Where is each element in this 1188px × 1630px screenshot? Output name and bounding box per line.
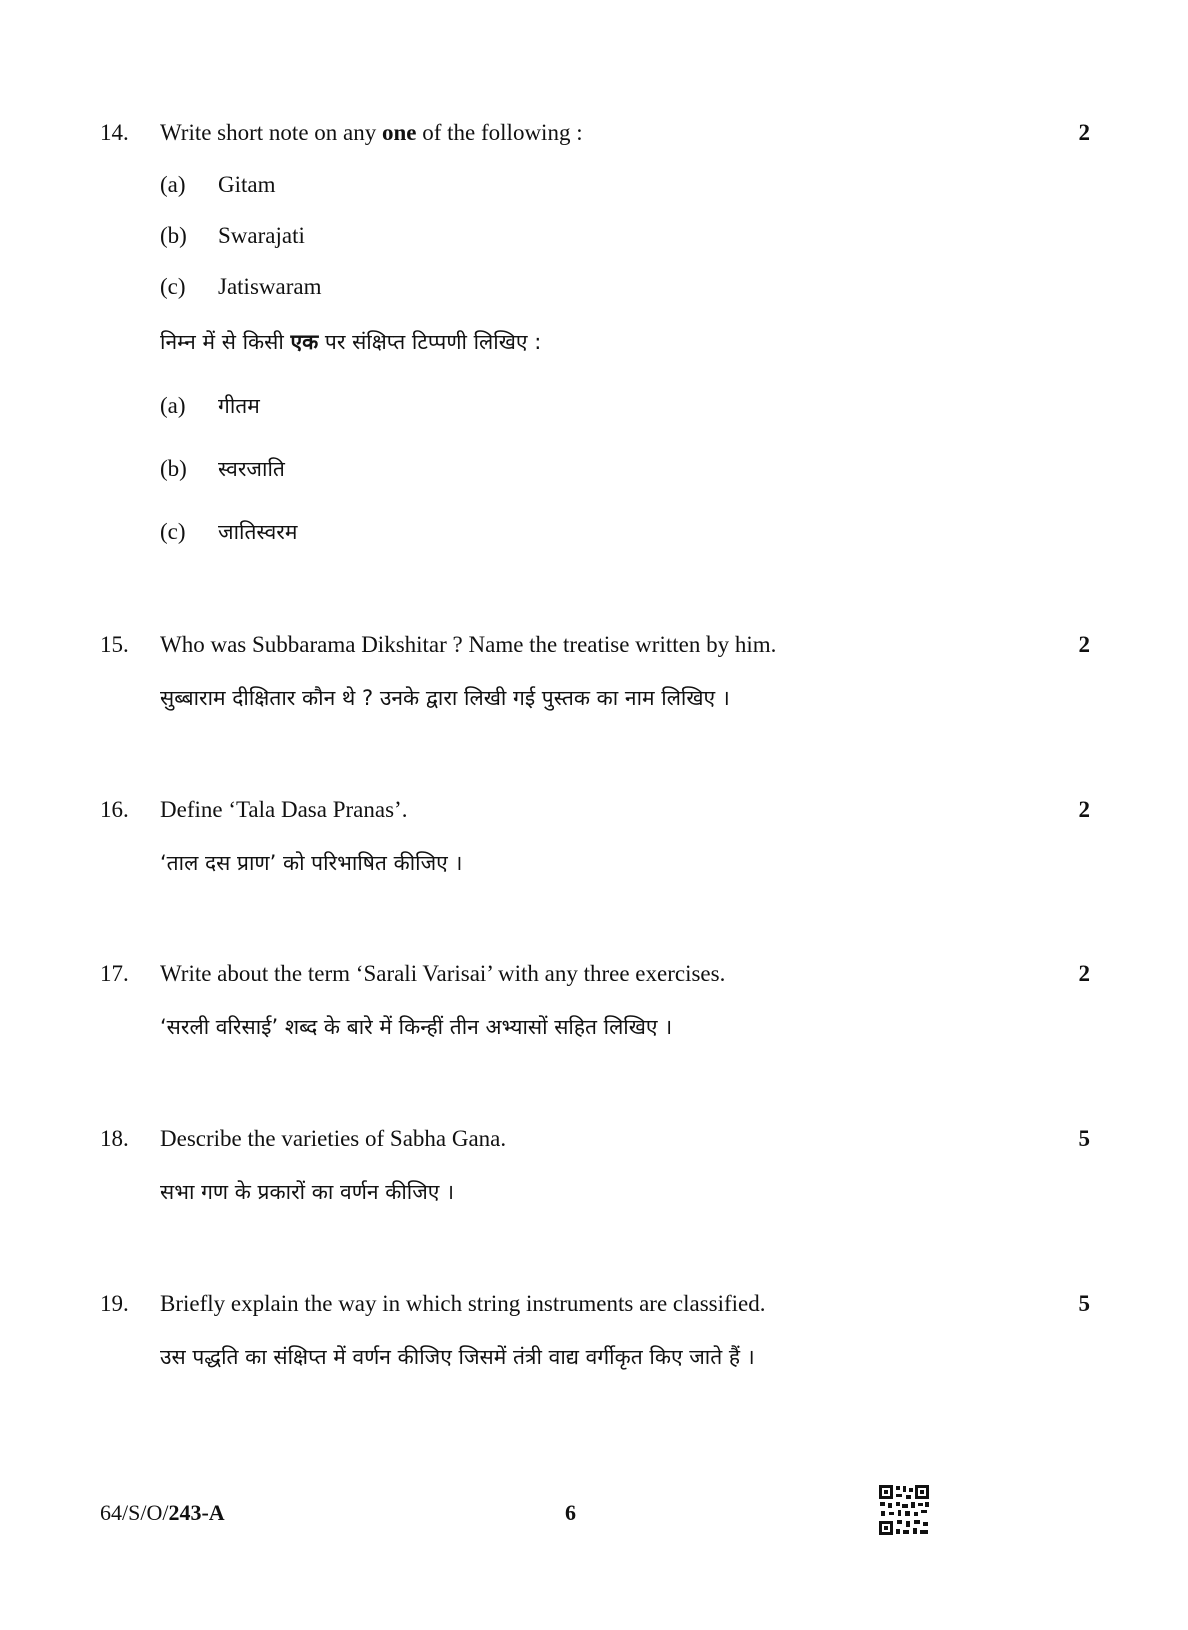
question-text-en: Who was Subbarama Dikshitar ? Name the treatise written by him.: [160, 632, 777, 657]
question-text-en: Define ‘Tala Dasa Pranas’.: [160, 797, 408, 822]
question-text-hi: सभा गण के प्रकारों का वर्णन कीजिए ।: [160, 1180, 455, 1204]
option-c-hi: (c) जातिस्वरम: [160, 519, 298, 544]
option-b-en: (b) Swarajati: [160, 223, 305, 248]
page-footer: [100, 1500, 1090, 1560]
option-c-en: (c) Jatiswaram: [160, 274, 322, 299]
question-text-hi: ‘ताल दस प्राण’ को परिभाषित कीजिए ।: [160, 851, 463, 875]
marks: 5: [1078, 1126, 1090, 1151]
question-text-hi: उस पद्धति का संक्षिप्त में वर्णन कीजिए जिसमें तंत्री वाद्य वर्गीकृत किए जाते हैं ।: [160, 1345, 755, 1369]
option-a-en: (a) Gitam: [160, 172, 276, 197]
question-text-en: Write short note on any one of the following :: [160, 120, 583, 145]
question-text-hi: ‘सरली वरिसाई’ शब्द के बारे में किन्हीं तीन अभ्यासों सहित लिखिए ।: [160, 1015, 673, 1039]
page-number: 6: [565, 1500, 576, 1525]
question-number: 18.: [100, 1126, 129, 1151]
question-text-en: Write about the term ‘Sarali Varisai’ with any three exercises.: [160, 961, 726, 986]
qr-code-icon: [878, 1484, 930, 1536]
question-number: 15.: [100, 632, 129, 657]
marks: 2: [1078, 120, 1090, 145]
marks: 2: [1078, 797, 1090, 822]
marks: 5: [1078, 1291, 1090, 1316]
question-number: 16.: [100, 797, 129, 822]
question-number: 14.: [100, 120, 129, 145]
question-number: 17.: [100, 961, 129, 986]
question-number: 19.: [100, 1291, 129, 1316]
marks: 2: [1078, 961, 1090, 986]
question-text-en: Briefly explain the way in which string instruments are classified.: [160, 1291, 766, 1316]
paper-code: 64/S/O/243-A: [100, 1500, 225, 1525]
option-a-hi: (a) गीतम: [160, 393, 260, 418]
option-b-hi: (b) स्वरजाति: [160, 456, 285, 481]
question-text-hi: निम्न में से किसी एक पर संक्षिप्त टिप्पणी लिखिए :: [160, 330, 542, 354]
question-text-hi: सुब्बाराम दीक्षितार कौन थे ? उनके द्वारा लिखी गई पुस्तक का नाम लिखिए ।: [160, 686, 730, 710]
marks: 2: [1078, 632, 1090, 657]
question-text-en: Describe the varieties of Sabha Gana.: [160, 1126, 507, 1151]
